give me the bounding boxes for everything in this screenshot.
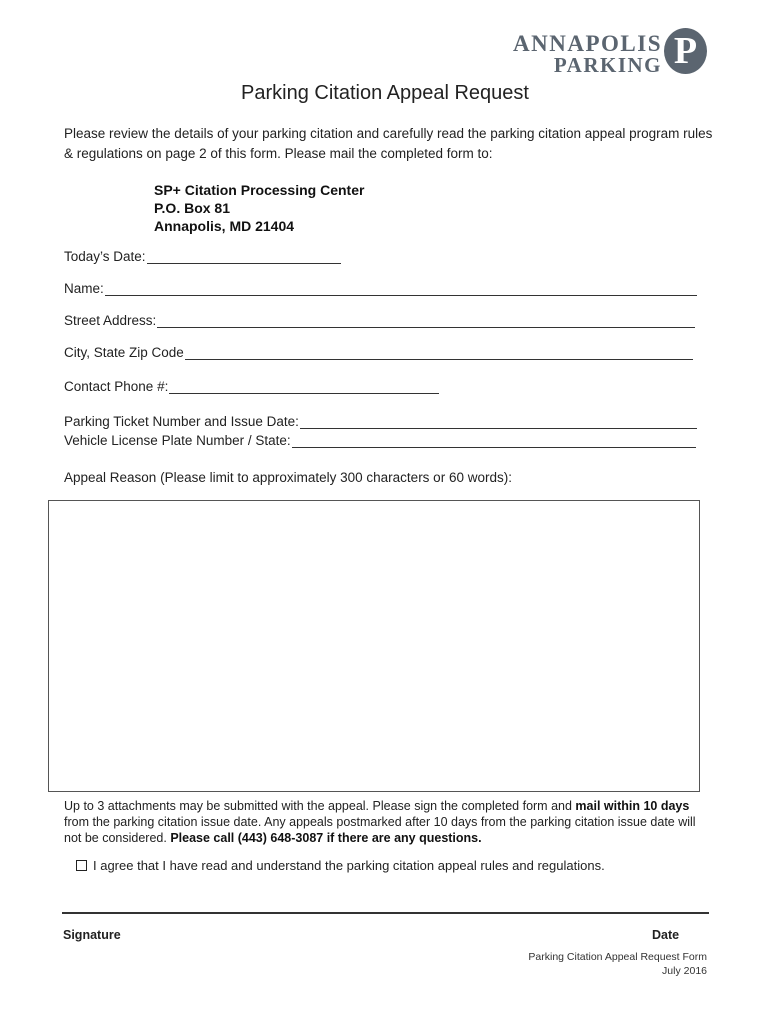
signature-label: Signature bbox=[63, 928, 121, 942]
notice-bold-deadline: mail within 10 days bbox=[575, 799, 690, 813]
footer bbox=[528, 950, 707, 978]
street-address-label: Street Address: bbox=[64, 313, 157, 328]
agree-label: I agree that I have read and understand the parking citation appeal rules and regulations. bbox=[93, 858, 605, 873]
ticket-number-input[interactable] bbox=[300, 414, 697, 429]
city-state-zip-label: City, State Zip Code bbox=[64, 345, 184, 360]
agree-checkbox[interactable] bbox=[76, 860, 87, 871]
license-plate-label: Vehicle License Plate Number / State: bbox=[64, 433, 291, 448]
address-line2: P.O. Box 81 bbox=[154, 200, 231, 216]
contact-phone-label: Contact Phone #: bbox=[64, 379, 169, 394]
notice-text-1: Up to 3 attachments may be submitted with the appeal. Please sign the completed form and bbox=[64, 799, 576, 813]
name-input[interactable] bbox=[105, 281, 697, 296]
notice-bold-phone: Please call (443) 648-3087 if there are any questions. bbox=[170, 831, 482, 845]
appeal-reason-label: Appeal Reason (Please limit to approximately 300 characters or 60 words): bbox=[64, 470, 512, 485]
notice-text-2: from the parking citation issue date. Any appeals postmarked after 10 days from the parking citation issue date will not be considered. bbox=[64, 815, 696, 845]
footer-form-name: Parking Citation Appeal Request Form bbox=[528, 951, 707, 963]
logo-line2: PARKING bbox=[553, 53, 662, 77]
license-plate-field bbox=[64, 433, 696, 448]
logo-monogram-icon: P bbox=[664, 28, 707, 74]
date-label: Date bbox=[652, 928, 680, 942]
name-field bbox=[64, 281, 697, 296]
page-title: Parking Citation Appeal Request bbox=[241, 82, 529, 104]
intro-text: Please review the details of your parking citation and carefully read the parking citation appeal program rules & regulations on page 2 of this form. Please mail the completed form to: bbox=[64, 126, 713, 161]
license-plate-input[interactable] bbox=[292, 433, 696, 448]
footer-date: July 2016 bbox=[662, 965, 707, 977]
address-line1: SP+ Citation Processing Center bbox=[154, 182, 365, 198]
todays-date-input[interactable] bbox=[147, 249, 341, 264]
city-state-zip-input[interactable] bbox=[185, 345, 693, 360]
street-address-field bbox=[64, 313, 695, 328]
appeal-reason-textarea[interactable] bbox=[48, 500, 700, 792]
logo-line1: ANNAPOLIS bbox=[513, 31, 662, 56]
name-label: Name: bbox=[64, 281, 104, 296]
ticket-number-label: Parking Ticket Number and Issue Date: bbox=[64, 414, 299, 429]
contact-phone-field bbox=[64, 379, 439, 394]
todays-date-label: Today’s Date: bbox=[64, 249, 146, 264]
annapolis-parking-logo bbox=[513, 33, 662, 75]
submission-notice bbox=[64, 798, 714, 846]
street-address-input[interactable] bbox=[157, 313, 695, 328]
todays-date-field bbox=[64, 249, 341, 264]
city-state-zip-field bbox=[64, 345, 693, 360]
agree-row bbox=[76, 858, 605, 873]
signature-line[interactable] bbox=[62, 912, 709, 914]
ticket-number-field bbox=[64, 414, 697, 429]
address-line3: Annapolis, MD 21404 bbox=[154, 218, 295, 234]
contact-phone-input[interactable] bbox=[169, 379, 439, 394]
